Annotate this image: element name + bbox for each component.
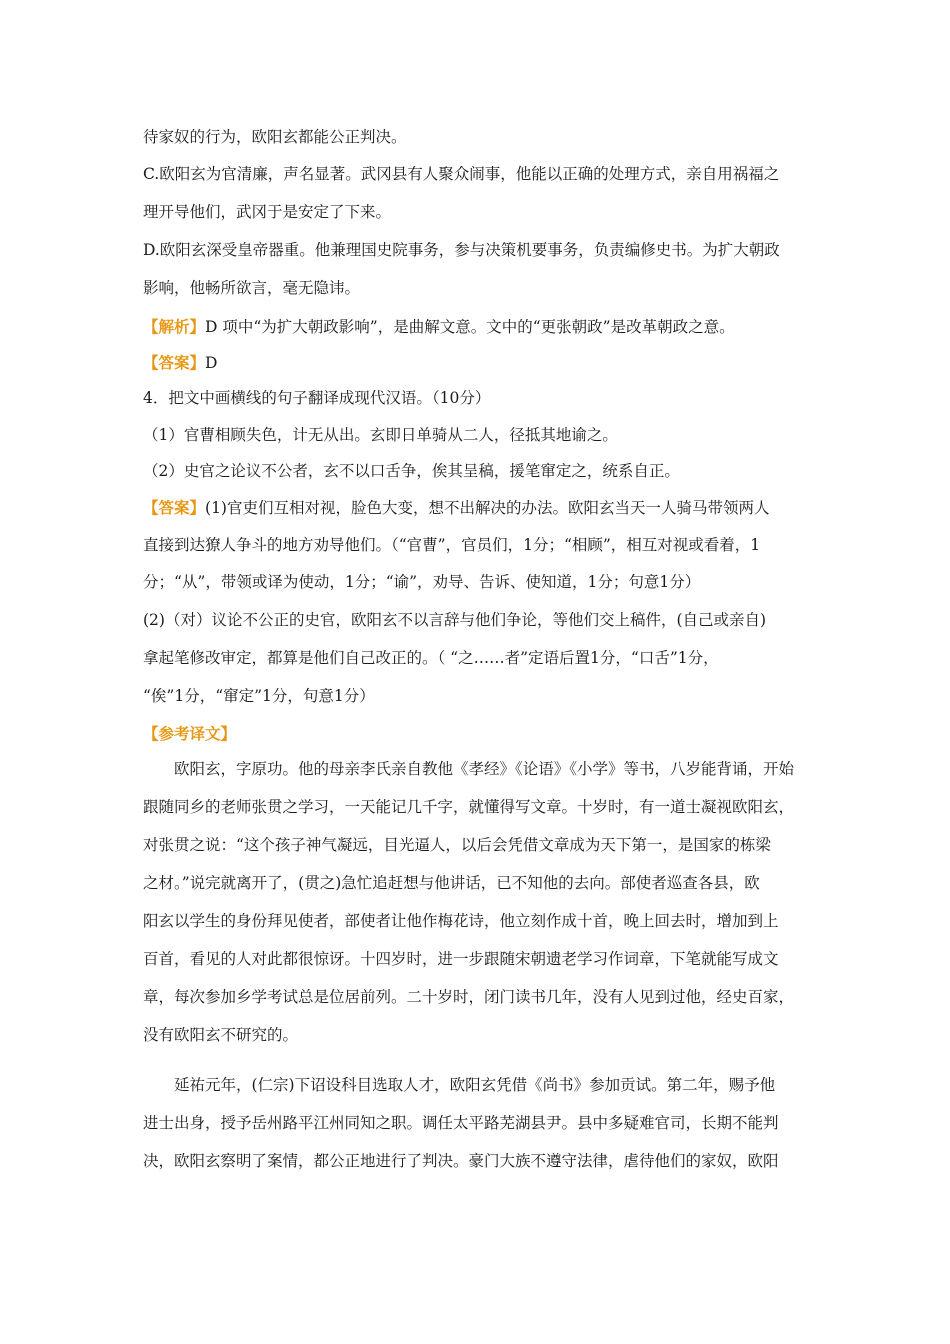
translation-p1-line: 阳玄以学生的身份拜见使者，部使者让他作梅花诗，他立刻作成十首，晚上回去时，增加到上 bbox=[143, 912, 779, 930]
question4-sentence2: （2）史官之论议不公者，玄不以口舌争，俟其呈稿，援笔窜定之，统系自正。 bbox=[143, 462, 680, 480]
answer4-line4: (2)（对）议论不公正的史官，欧阳玄不以言辞与他们争论，等他们交上稿件，(自己或亲自) bbox=[143, 611, 767, 629]
answer3-line bbox=[143, 353, 217, 373]
option-c-line1: C.欧阳玄为官清廉，声名显著。武冈县有人聚众闹事，他能以正确的处理方式，亲自用祸福之 bbox=[143, 165, 780, 183]
translation-p1-line: 百首，看见的人对此都很惊讶。十四岁时，进一步跟随宋朝遗老学习作词章，下笔就能写成文 bbox=[143, 950, 779, 968]
translation-p1-line: 欧阳玄，字原功。他的母亲李氏亲自教他《孝经》《论语》《小学》等书，八岁能背诵，开始 bbox=[143, 760, 795, 778]
answer4-label: 【答案】 bbox=[143, 498, 206, 517]
option-b-tail: 待家奴的行为，欧阳玄都能公正判决。 bbox=[143, 128, 407, 146]
analysis-line bbox=[143, 317, 735, 337]
answer4-line6: “俟”1分，“窜定”1分，句意1分） bbox=[143, 687, 375, 705]
analysis-label: 【解析】 bbox=[143, 317, 206, 336]
translation-label: 【参考译文】 bbox=[143, 724, 237, 743]
answer3-label: 【答案】 bbox=[143, 353, 206, 372]
answer3-text: D bbox=[205, 354, 218, 372]
translation-heading bbox=[143, 724, 236, 744]
translation-p2-line: 进士出身，授予岳州路平江州同知之职。调任太平路芜湖县尹。县中多疑难官司，长期不能判 bbox=[143, 1114, 779, 1132]
question4-title: 4．把文中画横线的句子翻译成现代汉语。（10分） bbox=[143, 389, 491, 407]
translation-p1-line: 之材。”说完就离开了，(贯之)急忙追赶想与他讲话，已不知他的去向。部使者巡查各县，欧 bbox=[143, 874, 760, 892]
analysis-text: D 项中“为扩大朝政影响”，是曲解文意。文中的“更张朝政”是改革朝政之意。 bbox=[205, 318, 735, 336]
translation-p1-line: 没有欧阳玄不研究的。 bbox=[143, 1026, 299, 1044]
option-d-line2: 影响，他畅所欲言，毫无隐讳。 bbox=[143, 279, 361, 297]
translation-p1-line: 跟随同乡的老师张贯之学习，一天能记几千字，就懂得写文章。十岁时，有一道士凝视欧阳玄， bbox=[143, 798, 795, 816]
option-c-line2: 理开导他们，武冈于是安定了下来。 bbox=[143, 203, 392, 221]
translation-p1-line: 对张贯之说：“这个孩子神气凝远，目光逼人，以后会凭借文章成为天下第一，是国家的栋梁 bbox=[143, 836, 771, 854]
answer4-line5: 拿起笔修改审定，都算是他们自己改正的。（ “之……者”定语后置1分，“口舌”1分， bbox=[143, 649, 719, 667]
translation-p2-line: 决，欧阳玄察明了案情，都公正地进行了判决。豪门大族不遵守法律，虐待他们的家奴，欧阳 bbox=[143, 1152, 779, 1170]
answer4-line1 bbox=[143, 498, 769, 518]
option-d-line1: D.欧阳玄深受皇帝器重。他兼理国史院事务，参与决策机要事务，负责编修史书。为扩大朝政 bbox=[143, 241, 780, 259]
answer4-line2: 直接到达獠人争斗的地方劝导他们。（“官曹”，官员们，1分；“相顾”，相互对视或看着，1 bbox=[143, 536, 761, 554]
translation-p1-line: 章，每次参加乡学考试总是位居前列。二十岁时，闭门读书几年，没有人见到过他，经史百家， bbox=[143, 988, 795, 1006]
question4-sentence1: （1）官曹相顾失色，计无从出。玄即日单骑从二人，径抵其地谕之。 bbox=[143, 426, 618, 444]
answer4-text1: (1)官吏们互相对视，脸色大变，想不出解决的办法。欧阳玄当天一人骑马带领两人 bbox=[205, 499, 770, 517]
translation-p2-line: 延祐元年，(仁宗)下诏设科目选取人才，欧阳玄凭借《尚书》参加贡试。第二年，赐予他 bbox=[143, 1076, 776, 1094]
answer4-line3: 分；“从”，带领或译为使动，1分；“谕”，劝导、告诉、使知道，1分；句意1分） bbox=[143, 573, 701, 591]
